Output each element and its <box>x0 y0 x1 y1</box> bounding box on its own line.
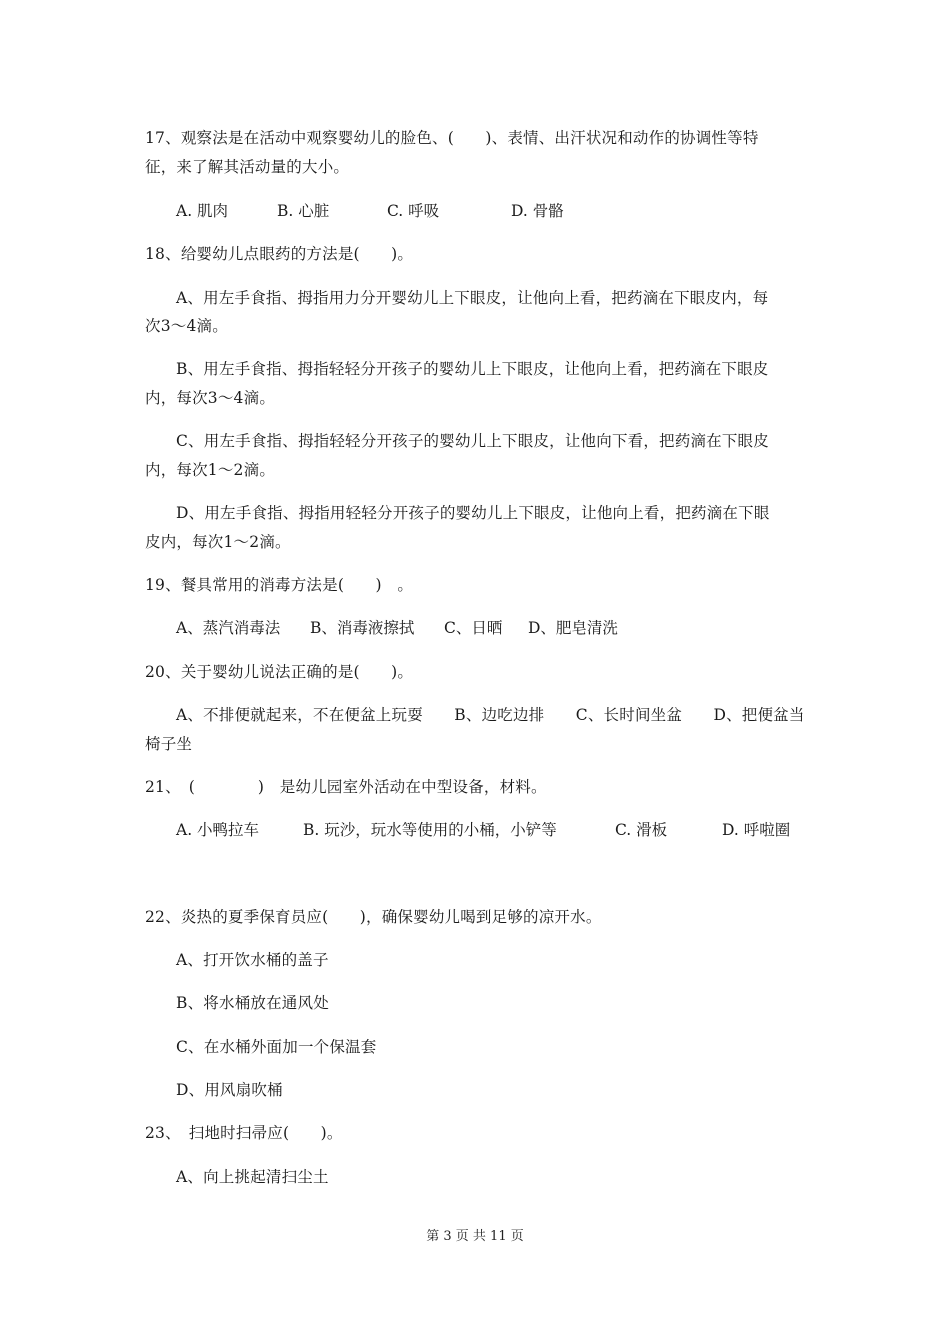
q22-option-c: C、在水桶外面加一个保温套 <box>176 1038 377 1056</box>
q21-option-b: B. 玩沙，玩水等使用的小桶，小铲等 <box>303 821 557 839</box>
q18-option-b-line1: B、用左手食指、拇指轻轻分开孩子的婴幼儿上下眼皮，让他向上看，把药滴在下眼皮 <box>176 360 769 378</box>
q18-option-d-line1: D、用左手食指、拇指用轻轻分开孩子的婴幼儿上下眼皮，让他向上看，把药滴在下眼 <box>176 504 770 522</box>
q21-option-d: D. 呼啦圈 <box>722 821 791 839</box>
q23-stem: 23、 扫地时扫帚应( )。 <box>145 1124 343 1142</box>
q19-option-c: C、日晒 <box>444 619 503 637</box>
page-number-footer: 第 3 页 共 11 页 <box>426 1229 524 1244</box>
q19-option-d: D、肥皂清洗 <box>528 619 618 637</box>
q21-option-a: A. 小鸭拉车 <box>176 821 260 839</box>
q19-option-b: B、消毒液擦拭 <box>310 619 415 637</box>
q19-option-a: A、蒸汽消毒法 <box>176 619 281 637</box>
q22-option-a: A、打开饮水桶的盖子 <box>176 951 329 969</box>
q18-option-c-line1: C、用左手食指、拇指轻轻分开孩子的婴幼儿上下眼皮，让他向下看，把药滴在下眼皮 <box>176 432 769 450</box>
q21-stem: 21、 ( ) 是幼儿园室外活动在中型设备，材料。 <box>145 778 547 796</box>
q20-stem: 20、关于婴幼儿说法正确的是( )。 <box>145 663 414 681</box>
q18-option-b-line2: 内，每次3～4滴。 <box>145 389 276 407</box>
q22-stem: 22、炎热的夏季保育员应( )，确保婴幼儿喝到足够的凉开水。 <box>145 908 602 926</box>
q17-option-a: A. 肌肉 <box>176 202 229 220</box>
q17-stem-line1: 17、观察法是在活动中观察婴幼儿的脸色、( )、表情、出汗状况和动作的协调性等特 <box>145 129 759 147</box>
q18-option-c-line2: 内，每次1～2滴。 <box>145 461 276 479</box>
q23-option-a: A、向上挑起清扫尘土 <box>176 1168 329 1186</box>
q17-option-b: B. 心脏 <box>277 202 330 220</box>
q17-stem-line2: 征，来了解其活动量的大小。 <box>145 158 350 176</box>
q20-options-line2: 椅子坐 <box>145 735 193 753</box>
q20-options-line1: A、不排便就起来，不在便盆上玩耍 B、边吃边排 C、长时间坐盆 D、把便盆当 <box>176 706 805 724</box>
q17-option-d: D. 骨骼 <box>511 202 564 220</box>
q22-option-d: D、用风扇吹桶 <box>176 1081 283 1099</box>
q18-option-a-line2: 次3～4滴。 <box>145 317 228 335</box>
q18-option-a-line1: A、用左手食指、拇指用力分开婴幼儿上下眼皮，让他向上看，把药滴在下眼皮内，每 <box>176 289 769 307</box>
q19-stem: 19、餐具常用的消毒方法是( ) 。 <box>145 576 414 594</box>
q18-stem: 18、给婴幼儿点眼药的方法是( )。 <box>145 245 414 263</box>
q22-option-b: B、将水桶放在通风处 <box>176 994 329 1012</box>
q21-option-c: C. 滑板 <box>615 821 668 839</box>
q18-option-d-line2: 皮内，每次1～2滴。 <box>145 533 291 551</box>
q17-option-c: C. 呼吸 <box>387 202 440 220</box>
